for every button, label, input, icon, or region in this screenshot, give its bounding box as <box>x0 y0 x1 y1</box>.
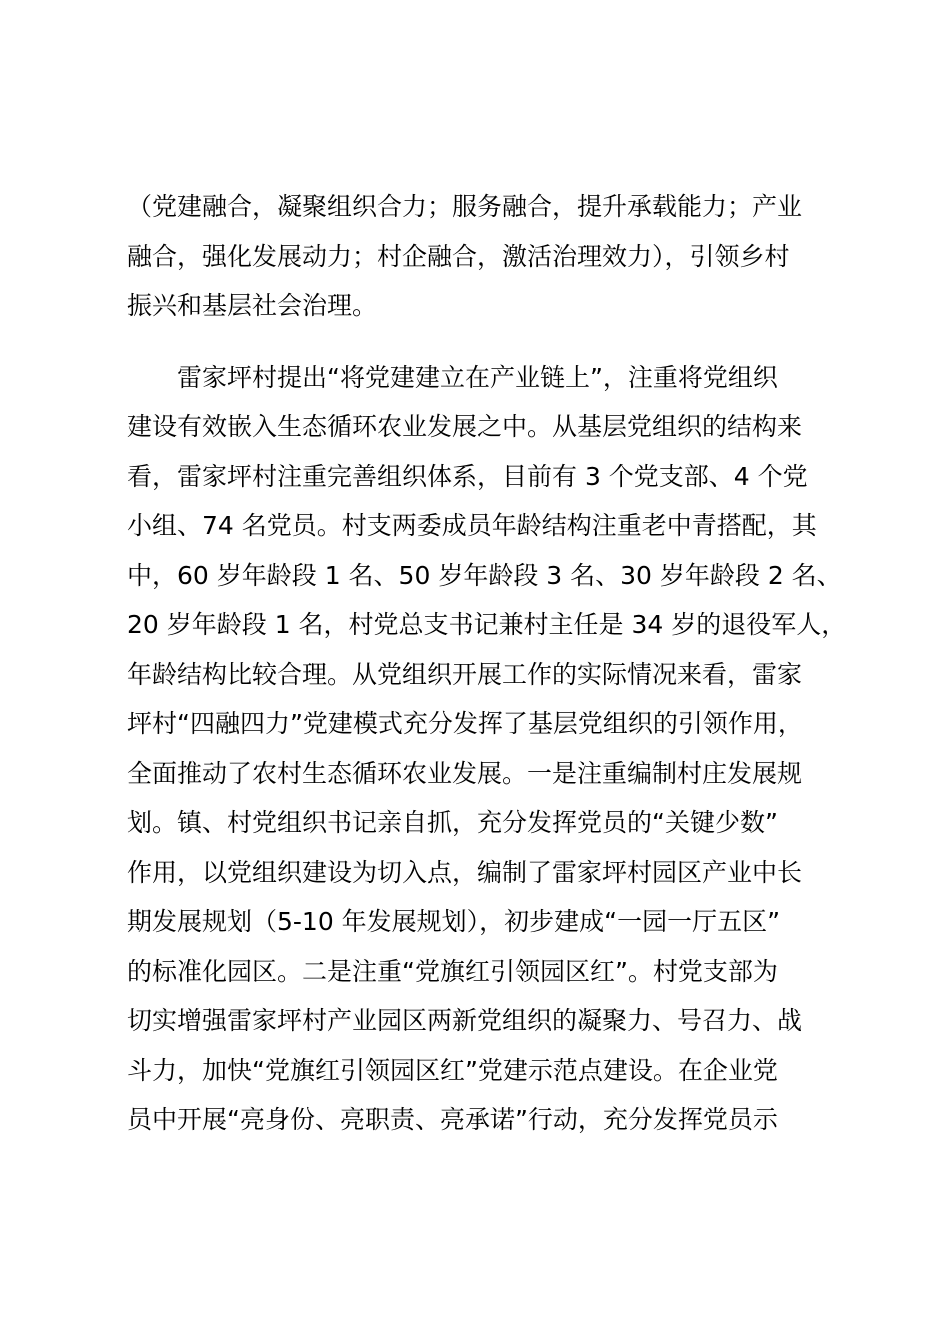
text-line: 融合，强化发展动力；村企融合，激活治理效力），引领乡村 <box>127 241 790 271</box>
text-line: 的标准化园区。二是注重“党旗红引领园区红”。村党支部为 <box>127 956 778 986</box>
body-text <box>127 182 847 1145</box>
text-line: 20 岁年龄段 1 名，村党总支书记兼村主任是 34 岁的退役军人， <box>127 610 847 639</box>
text-line: 小组、74 名党员。村支两委成员年龄结构注重老中青搭配，其 <box>127 511 817 540</box>
text-line: 作用，以党组织建设为切入点，编制了雷家坪村园区产业中长 <box>127 857 803 887</box>
text-line: 坪村“四融四力”党建模式充分发挥了基层党组织的引领作用， <box>127 709 803 738</box>
text-line: 全面推动了农村生态循环农业发展。一是注重编制村庄发展规 <box>127 758 803 788</box>
text-line: 期发展规划（5-10 年发展规划），初步建成“一园一厅五区” <box>127 907 781 936</box>
text-line: 切实增强雷家坪村产业园区两新党组织的凝聚力、号召力、战 <box>127 1006 803 1035</box>
text-line: 年龄结构比较合理。从党组织开展工作的实际情况来看，雷家 <box>127 659 803 689</box>
paragraph-2 <box>127 353 847 1145</box>
text-line: 中，60 岁年龄段 1 名、50 岁年龄段 3 名、30 岁年龄段 2 名、 <box>127 560 842 590</box>
paragraph-1 <box>127 182 837 331</box>
text-line: 员中开展“亮身份、亮职责、亮承诺”行动，充分发挥党员示 <box>127 1105 778 1134</box>
text-line: （党建融合，凝聚组织合力；服务融合，提升承载能力；产业 <box>127 192 803 221</box>
text-line: 斗力，加快“党旗红引领园区红”党建示范点建设。在企业党 <box>127 1055 778 1085</box>
text-line: 看，雷家坪村注重完善组织体系，目前有 3 个党支部、4 个党 <box>127 461 808 491</box>
text-line: 划。镇、村党组织书记亲自抓，充分发挥党员的“关键少数” <box>127 808 778 837</box>
text-line: 振兴和基层社会治理。 <box>127 291 378 320</box>
text-line: 雷家坪村提出“将党建建立在产业链上”，注重将党组织 <box>127 362 778 392</box>
paragraph-spacer <box>127 331 837 353</box>
text-line: 建设有效嵌入生态循环农业发展之中。从基层党组织的结构来 <box>127 412 803 441</box>
